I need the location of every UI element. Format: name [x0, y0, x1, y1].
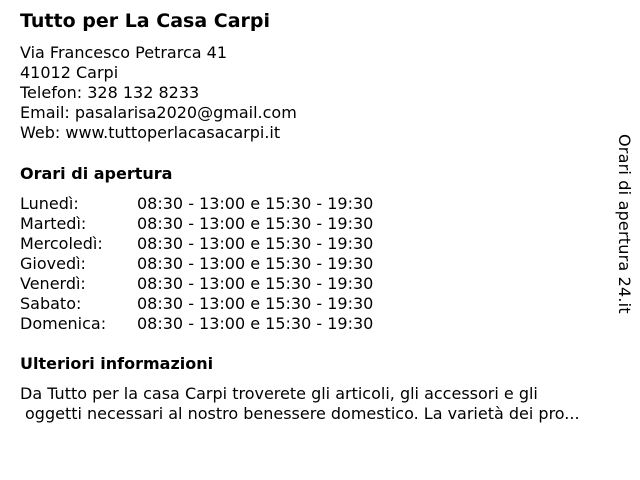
- hours-time: 08:30 - 13:00 e 15:30 - 19:30: [137, 314, 374, 333]
- business-description: [20, 384, 632, 424]
- hours-time: 08:30 - 13:00 e 15:30 - 19:30: [137, 254, 374, 273]
- hours-day: Martedì:: [20, 214, 87, 233]
- description-line: oggetti necessari al nostro benessere domestico. La varietà dei pro...: [25, 404, 580, 423]
- description-line: Da Tutto per la casa Carpi troverete gli articoli, gli accessori e gli: [20, 384, 538, 403]
- address-line: Via Francesco Petrarca 41: [20, 43, 227, 62]
- email-line: Email: pasalarisa2020@gmail.com: [20, 103, 297, 122]
- hours-day: Sabato:: [20, 294, 82, 313]
- web-line: Web: www.tuttoperlacasacarpi.it: [20, 123, 281, 142]
- hours-row-sunday: [20, 314, 373, 334]
- hours-day: Lunedì:: [20, 194, 79, 213]
- hours-day: Domenica:: [20, 314, 107, 333]
- hours-day: Giovedì:: [20, 254, 86, 273]
- hours-row-wednesday: [20, 234, 373, 254]
- hours-time: 08:30 - 13:00 e 15:30 - 19:30: [137, 194, 374, 213]
- hours-time: 08:30 - 13:00 e 15:30 - 19:30: [137, 294, 374, 313]
- opening-hours-table: [20, 194, 373, 334]
- hours-day: Mercoledì:: [20, 234, 103, 253]
- contact-block: [20, 43, 297, 143]
- phone-line: Telefon: 328 132 8233: [20, 83, 200, 102]
- opening-hours-heading: Orari di apertura: [20, 164, 173, 183]
- hours-row-thursday: [20, 254, 373, 274]
- brand-watermark: Orari di apertura 24.it: [615, 134, 634, 314]
- hours-time: 08:30 - 13:00 e 15:30 - 19:30: [137, 214, 374, 233]
- hours-row-monday: [20, 194, 373, 214]
- hours-time: 08:30 - 13:00 e 15:30 - 19:30: [137, 274, 374, 293]
- hours-row-tuesday: [20, 214, 373, 234]
- hours-row-saturday: [20, 294, 373, 314]
- hours-row-friday: [20, 274, 373, 294]
- hours-day: Venerdì:: [20, 274, 86, 293]
- city-line: 41012 Carpi: [20, 63, 119, 82]
- more-info-heading: Ulteriori informazioni: [20, 354, 214, 373]
- business-title: Tutto per La Casa Carpi: [20, 10, 271, 32]
- hours-time: 08:30 - 13:00 e 15:30 - 19:30: [137, 234, 374, 253]
